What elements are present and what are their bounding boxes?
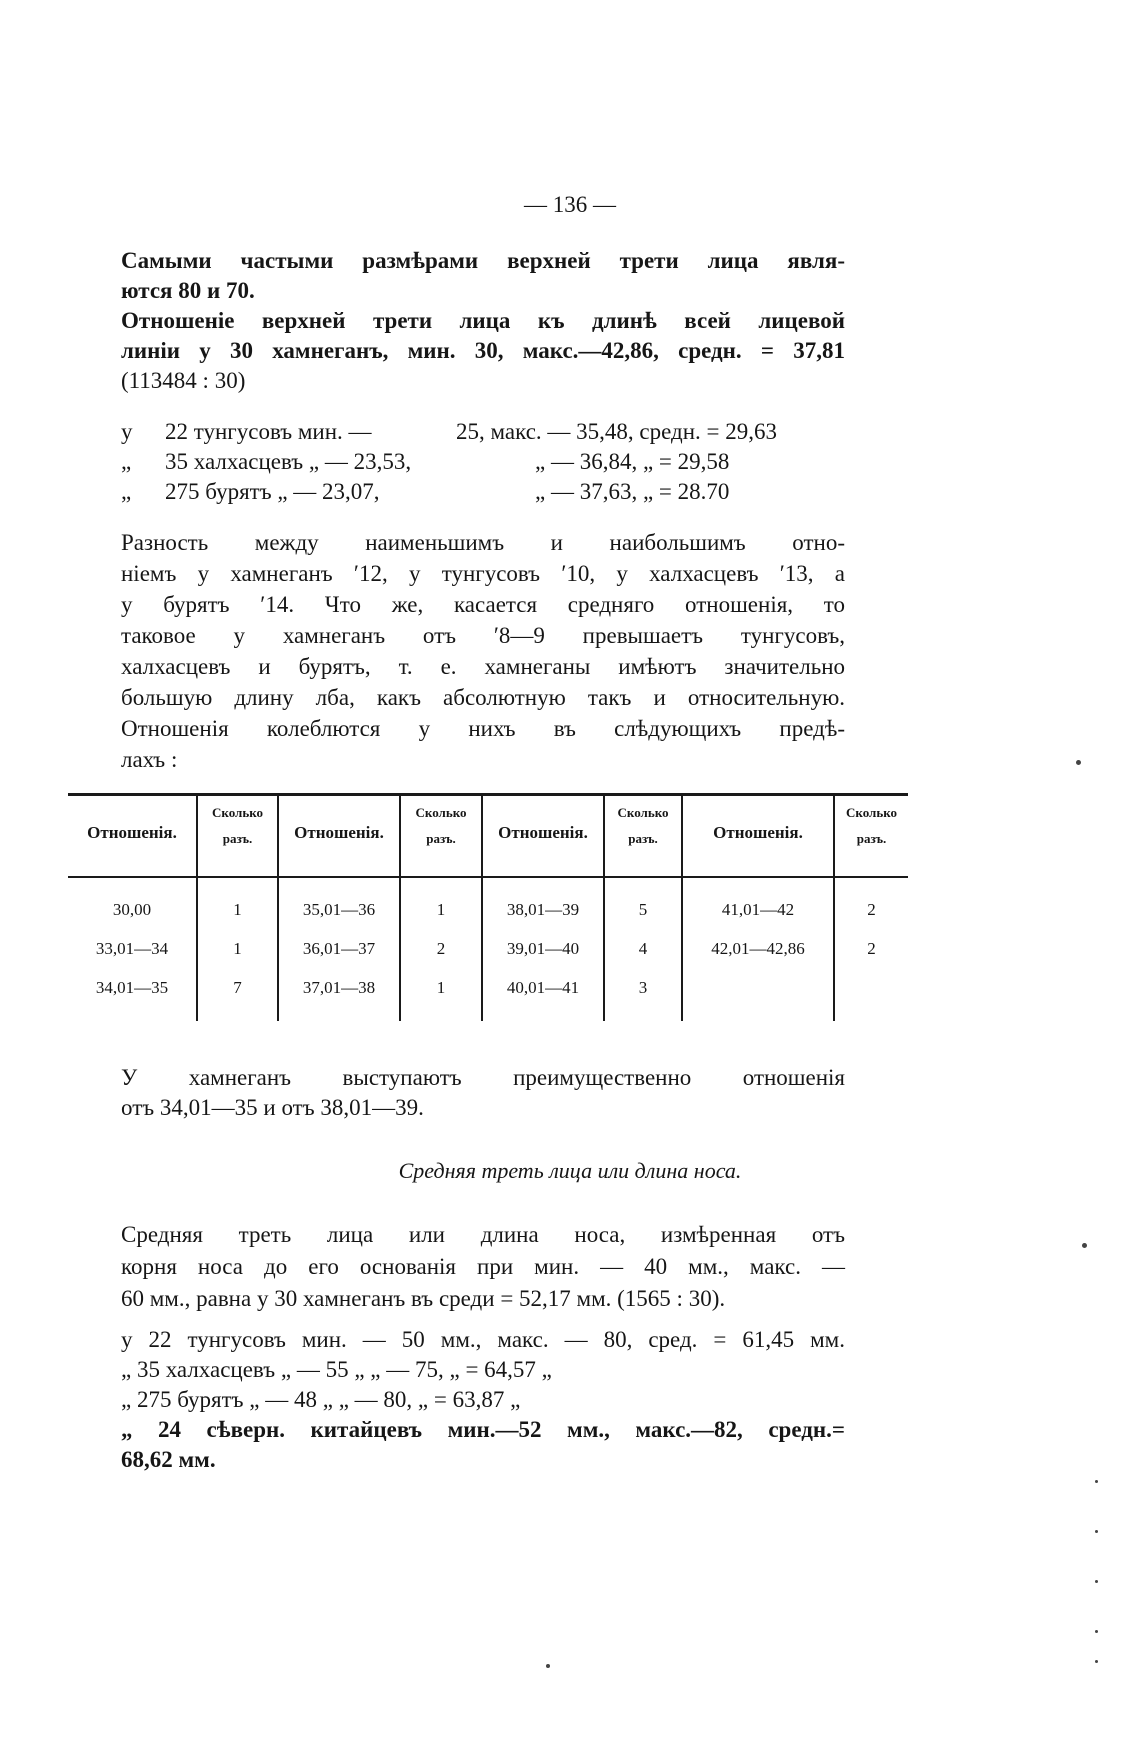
table-cell-ratio: 35,01—36 (302, 900, 376, 919)
para4-line-1: У хамнеганъ выступаютъ преимущественно отношенія (121, 1065, 845, 1090)
stats2-row-1: у 22 тунгусовъ мин. — 50 мм., макс. — 80, сред. = 61,45 мм. (121, 1327, 845, 1352)
header-ratio: Отношенія. (713, 823, 803, 842)
table-cell-count: 2 (867, 900, 876, 919)
table-cell-count: 1 (233, 939, 242, 958)
stats1-row-3-prefix: „ (121, 479, 132, 504)
header-count (605, 800, 681, 852)
table-cell-count: 5 (638, 900, 648, 919)
scan-speck (1082, 1243, 1087, 1248)
stats1-row-2-prefix: „ (121, 449, 132, 474)
table-cell-count: 1 (436, 900, 446, 919)
header-count-line-2: разъ. (856, 831, 887, 846)
para3-line-2: ніемъ у хамнеганъ ′12, у тунгусовъ ′10, у халхасцевъ ′13, а (121, 561, 845, 586)
header-ratio: Отношенія. (498, 823, 588, 842)
table-cell-count: 1 (233, 900, 242, 919)
para3-line-1: Разность между наименьшимъ и наибольшимъ отно- (121, 530, 845, 555)
stats1-row-1 (121, 417, 845, 447)
stats1-row-1-values: 25, макс. — 35,48, средн. = 29,63 (456, 419, 778, 444)
header-count-line-2: разъ. (628, 831, 658, 846)
stats1-row-1-prefix: у (121, 419, 133, 444)
section-heading: Средняя треть лица или длина носа. (398, 1158, 742, 1183)
table-cell-count: 7 (233, 978, 242, 997)
header-count-line-2: разъ. (222, 831, 253, 846)
table-cell-ratio: 37,01—38 (302, 978, 376, 997)
para3-line-5: халхасцевъ и бурятъ, т. е. хамнеганы имѣютъ значительно (121, 654, 845, 679)
table-top-rule (68, 793, 908, 796)
para2-line-2: линіи у 30 хамнеганъ, мин. 30, макс.—42,86, средн. = 37,81 (121, 338, 845, 363)
scan-speck (1095, 1530, 1098, 1533)
table-cell-count: 2 (436, 939, 446, 958)
header-count-line-2: разъ. (426, 831, 456, 846)
stats1-row-2-values: „ — 36,84, „ = 29,58 (535, 449, 730, 474)
table-cell-ratio: 33,01—34 (95, 939, 169, 958)
ratio-table (68, 793, 908, 1025)
scan-speck (546, 1664, 550, 1668)
table-cell-ratio: 42,01—42,86 (711, 939, 805, 958)
scan-speck (1076, 760, 1081, 765)
table-cell-ratio: 36,01—37 (302, 939, 376, 958)
table-cell-ratio: 34,01—35 (95, 978, 169, 997)
table-header-rule (68, 876, 908, 878)
table-cell-count: 3 (638, 978, 648, 997)
table-cell-ratio: 41,01—42 (721, 900, 795, 919)
para5-line-2: корня носа до его основанія при мин. — 40 мм., макс. — (121, 1254, 845, 1279)
table-cell-ratio: 40,01—41 (506, 978, 580, 997)
header-count-line-1: Сколько (211, 805, 264, 820)
para2-line-1: Отношеніе верхней трети лица къ длинѣ всей лицевой (121, 308, 845, 333)
para1-line-1: Самыми частыми размѣрами верхней трети лица явля- (121, 248, 845, 273)
para1-line-2: ются 80 и 70. (121, 278, 255, 303)
stats2-row-2: „ 35 халхасцевъ „ — 55 „ „ — 75, „ = 64,57 „ (121, 1357, 552, 1382)
stats2-row-5: 68,62 мм. (121, 1447, 216, 1472)
para5-line-1: Средняя треть лица или длина носа, измѣренная отъ (121, 1222, 845, 1247)
scan-speck (1095, 1630, 1098, 1633)
header-count (198, 800, 277, 852)
para3-line-6: большую длину лба, какъ абсолютную такъ и относительную. (121, 685, 845, 710)
header-count (401, 800, 481, 852)
para3-line-8: лахъ : (121, 747, 178, 772)
table-cell-count: 1 (436, 978, 446, 997)
table-cell-ratio: 39,01—40 (506, 939, 580, 958)
header-count (835, 800, 908, 852)
header-count-line-1: Сколько (415, 805, 467, 820)
para4-line-2: отъ 34,01—35 и отъ 38,01—39. (121, 1095, 424, 1120)
table-cell-count: 2 (867, 939, 876, 958)
stats2-row-3: „ 275 бурятъ „ — 48 „ „ — 80, „ = 63,87 „ (121, 1387, 521, 1412)
stats1-row-3 (121, 477, 845, 507)
header-ratio: Отношенія. (87, 823, 177, 842)
stats1-row-2 (121, 447, 845, 477)
table-cell-ratio: 38,01—39 (506, 900, 580, 919)
table-cell-count: 4 (638, 939, 648, 958)
scan-speck (1095, 1580, 1098, 1583)
header-count-line-1: Сколько (845, 805, 898, 820)
para3-line-7: Отношенія колеблются у нихъ въ слѣдующихъ предѣ- (121, 716, 845, 741)
page-number: — 136 — (524, 192, 616, 217)
table-cell-ratio: 30,00 (112, 900, 152, 919)
stats1-row-3-values: „ — 37,63, „ = 28.70 (535, 479, 730, 504)
scan-speck (1095, 1660, 1098, 1663)
stats2-row-4: „ 24 сѣверн. китайцевъ мин.—52 мм., макс.—82, средн.= (121, 1417, 845, 1442)
para3-line-4: таковое у хамнеганъ отъ ′8—9 превышаетъ тунгусовъ, (121, 623, 845, 648)
para5-line-3: 60 мм., равна у 30 хамнеганъ въ среди = 52,17 мм. (1565 : 30). (121, 1286, 726, 1311)
para2-line-3: (113484 : 30) (121, 368, 246, 393)
stats1-row-3-group: 275 бурятъ „ — 23,07, (165, 479, 380, 504)
para3-line-3: у бурятъ ′14. Что же, касается средняго отношенія, то (121, 592, 845, 617)
header-count-line-1: Сколько (617, 805, 669, 820)
header-ratio: Отношенія. (294, 823, 384, 842)
stats1-row-1-group: 22 тунгусовъ мин. — (165, 419, 372, 444)
scan-speck (1095, 1480, 1098, 1483)
stats1-row-2-group: 35 халхасцевъ „ — 23,53, (165, 449, 412, 474)
